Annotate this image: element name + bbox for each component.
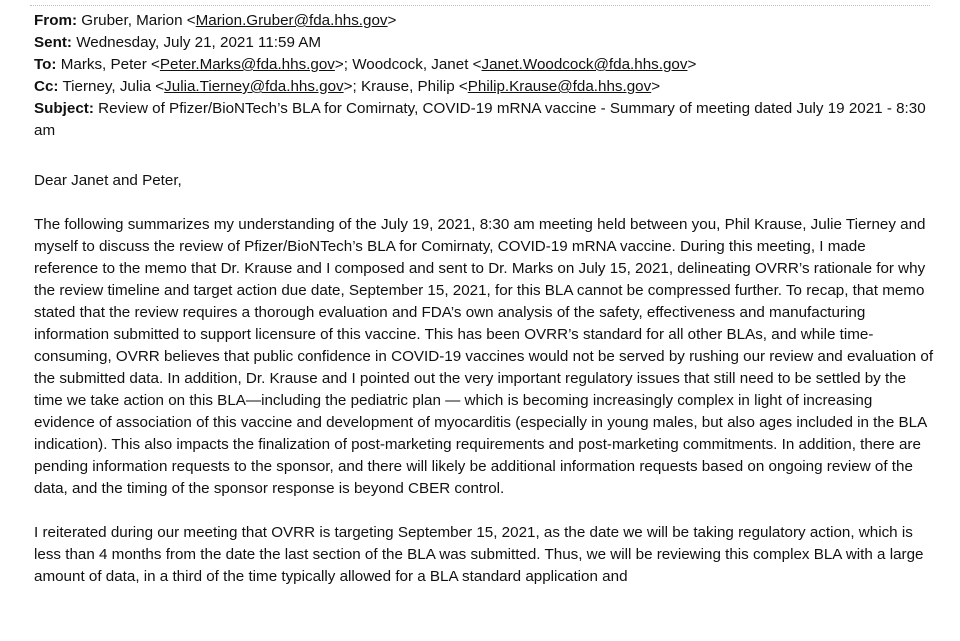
to-row: To: Marks, Peter <Peter.Marks@fda.hhs.gov>; Woodcock, Janet <Janet.Woodcock@fda.hhs.gov> [34, 56, 697, 73]
greeting: Dear Janet and Peter, [34, 172, 182, 189]
cc-recipient-2-name: Krause, Philip [360, 78, 455, 95]
to-recipient-1-name: Marks, Peter [60, 56, 147, 73]
subject-label: Subject: [34, 100, 94, 117]
body-paragraph-2: I reiterated during our meeting that OVRR is targeting September 15, 2021, as the date we will be taking regulatory action, which is less than 4 months from the date the last section of the BLA was submitted. Thus, we will be reviewing this complex BLA with a large amount of data, in a third of the time typically allowed for a BLA standard application and [34, 524, 924, 585]
sent-row [34, 32, 934, 54]
sent-label: Sent: [34, 34, 72, 51]
to-recipient-1-email-link[interactable]: Peter.Marks@fda.hhs.gov [159, 56, 335, 73]
cc-row: Cc: Tierney, Julia <Julia.Tierney@fda.hhs.gov>; Krause, Philip <Philip.Krause@fda.hhs.gov> [34, 78, 661, 95]
body-paragraph-1: The following summarizes my understanding of the July 19, 2021, 8:30 am meeting held between you, Phil Krause, Julie Tierney and myself to discuss the review of Pfizer/BioNTech’s BLA for Comirnaty, COVID-19 mRNA vaccine. During this meeting, I made reference to the memo that Dr. Krause and I composed and sent to Dr. Marks on July 15, 2021, delineating OVRR’s rationale for why the review timeline and target action due date, September 15, 2021, for this BLA cannot be compressed further. To recap, that memo stated that the review requires a thorough evaluation and FDA’s own analysis of the safety, effectiveness and manufacturing information submitted to support licensure of this vaccine. This has been OVRR’s standard for all other BLAs, and while time-consuming, OVRR believes that public confidence in COVID-19 vaccines would not be served by rushing our review and evaluation of the submitted data. In addition, Dr. Krause and I pointed out the very important regulatory issues that still need to be settled by the time we take action on this BLA—including the pediatric plan — which is becoming increasingly complex in light of increasing evidence of association of this vaccine and development of myocarditis (especially in young males, but also ages included in the BLA indication). This also impacts the finalization of post-marketing requirements and post-marketing commitments. In addition, there are pending information requests to the sponsor, and there will likely be additional information requests based on ongoing review of the data, and the timing of the sponsor response is beyond CBER control. [34, 216, 934, 497]
to-recipient-2-name: Woodcock, Janet [352, 56, 469, 73]
cc-recipient-1-email-link[interactable]: Julia.Tierney@fda.hhs.gov [164, 78, 344, 95]
from-label: From: [34, 12, 78, 29]
to-label: To: [34, 56, 57, 73]
email-body [34, 170, 934, 610]
from-row: From: Gruber, Marion <Marion.Gruber@fda.hhs.gov> [34, 12, 397, 29]
cc-label: Cc: [34, 78, 59, 95]
to-recipient-2-email-link[interactable]: Janet.Woodcock@fda.hhs.gov [481, 56, 688, 73]
from-name: Gruber, Marion [81, 12, 183, 29]
email-header [34, 10, 934, 142]
from-email-link[interactable]: Marion.Gruber@fda.hhs.gov [195, 12, 388, 29]
subject-row [34, 98, 934, 142]
subject-text: Review of Pfizer/BioNTech’s BLA for Comirnaty, COVID-19 mRNA vaccine - Summary of meeting dated July 19 2021 - 8:30 am [34, 100, 926, 139]
cc-recipient-2-email-link[interactable]: Philip.Krause@fda.hhs.gov [467, 78, 652, 95]
cc-recipient-1-name: Tierney, Julia [62, 78, 152, 95]
sent-value: Wednesday, July 21, 2021 11:59 AM [76, 34, 322, 51]
divider [30, 5, 930, 6]
